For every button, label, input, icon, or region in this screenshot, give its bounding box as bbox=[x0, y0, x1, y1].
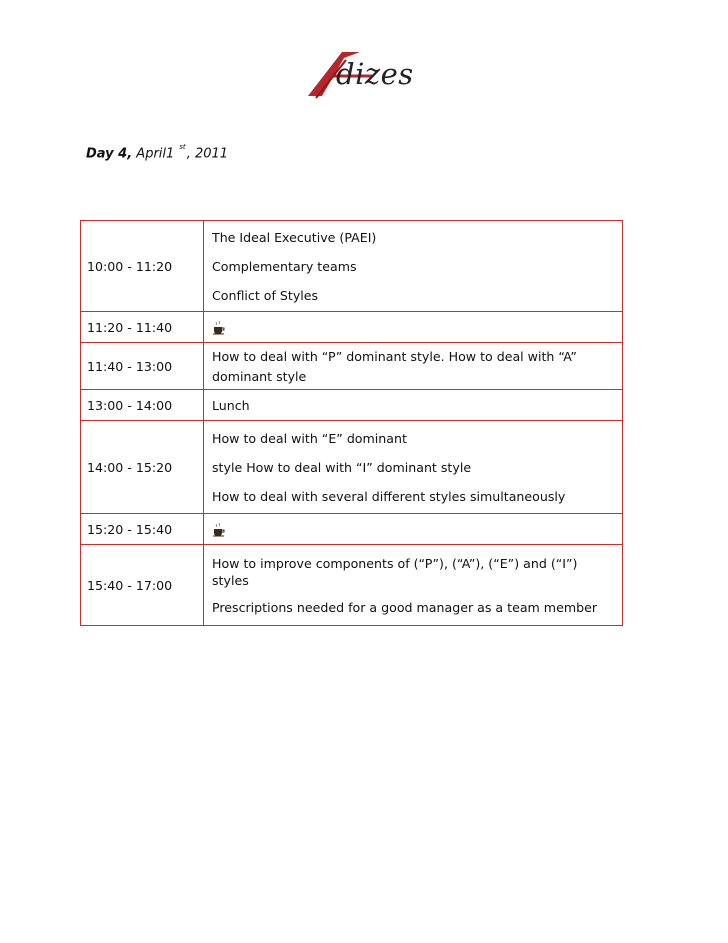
time-cell: 15:20 - 15:40 bbox=[81, 514, 204, 545]
activity-line: Complementary teams bbox=[212, 258, 357, 274]
day-label: Day 4, bbox=[86, 146, 133, 162]
activity-line: style How to deal with “I” dominant style bbox=[212, 459, 472, 475]
activity-line: How to deal with “E” dominant bbox=[212, 430, 407, 446]
activity-cell bbox=[204, 343, 623, 390]
activity-line: Conflict of Styles bbox=[212, 287, 319, 303]
activity-cell bbox=[204, 545, 623, 626]
activity-line: Lunch bbox=[212, 397, 250, 413]
activity-line: How to deal with “P” dominant style. How to deal with “A” bbox=[212, 348, 577, 364]
time-cell: 13:00 - 14:00 bbox=[81, 390, 204, 421]
activity-cell bbox=[204, 221, 623, 312]
activity-cell bbox=[204, 390, 623, 421]
activity-cell bbox=[204, 312, 623, 343]
activity-line: dominant style bbox=[212, 368, 307, 384]
activity-line: The Ideal Executive (PAEI) bbox=[212, 229, 377, 245]
activity-line: How to deal with several different styles simultaneously bbox=[212, 488, 566, 504]
time-cell: 15:40 - 17:00 bbox=[81, 545, 204, 626]
activity-line: How to improve components of (“P”), (“A”), (“E”) and (“I”) bbox=[212, 555, 578, 571]
table-row bbox=[81, 421, 623, 514]
schedule-table bbox=[80, 220, 623, 626]
activity-cell bbox=[204, 421, 623, 514]
coffee-cup-icon bbox=[212, 321, 226, 335]
table-row bbox=[81, 390, 623, 421]
table-row bbox=[81, 343, 623, 390]
table-row bbox=[81, 312, 623, 343]
date-month: April1 bbox=[136, 146, 175, 162]
table-row bbox=[81, 545, 623, 626]
time-cell: 11:40 - 13:00 bbox=[81, 343, 204, 390]
coffee-cup-icon bbox=[212, 523, 226, 537]
table-row bbox=[81, 221, 623, 312]
time-cell: 11:20 - 11:40 bbox=[81, 312, 204, 343]
date-year: , 2011 bbox=[186, 146, 229, 162]
table-row bbox=[81, 514, 623, 545]
time-cell: 14:00 - 15:20 bbox=[81, 421, 204, 514]
day-date-heading bbox=[86, 143, 229, 162]
activity-cell bbox=[204, 514, 623, 545]
activity-line: styles bbox=[212, 572, 249, 588]
time-cell: 10:00 - 11:20 bbox=[81, 221, 204, 312]
logo-text: dizes bbox=[336, 57, 414, 91]
activity-line: Prescriptions needed for a good manager as a team member bbox=[212, 599, 598, 615]
date-superscript: st bbox=[179, 143, 186, 151]
